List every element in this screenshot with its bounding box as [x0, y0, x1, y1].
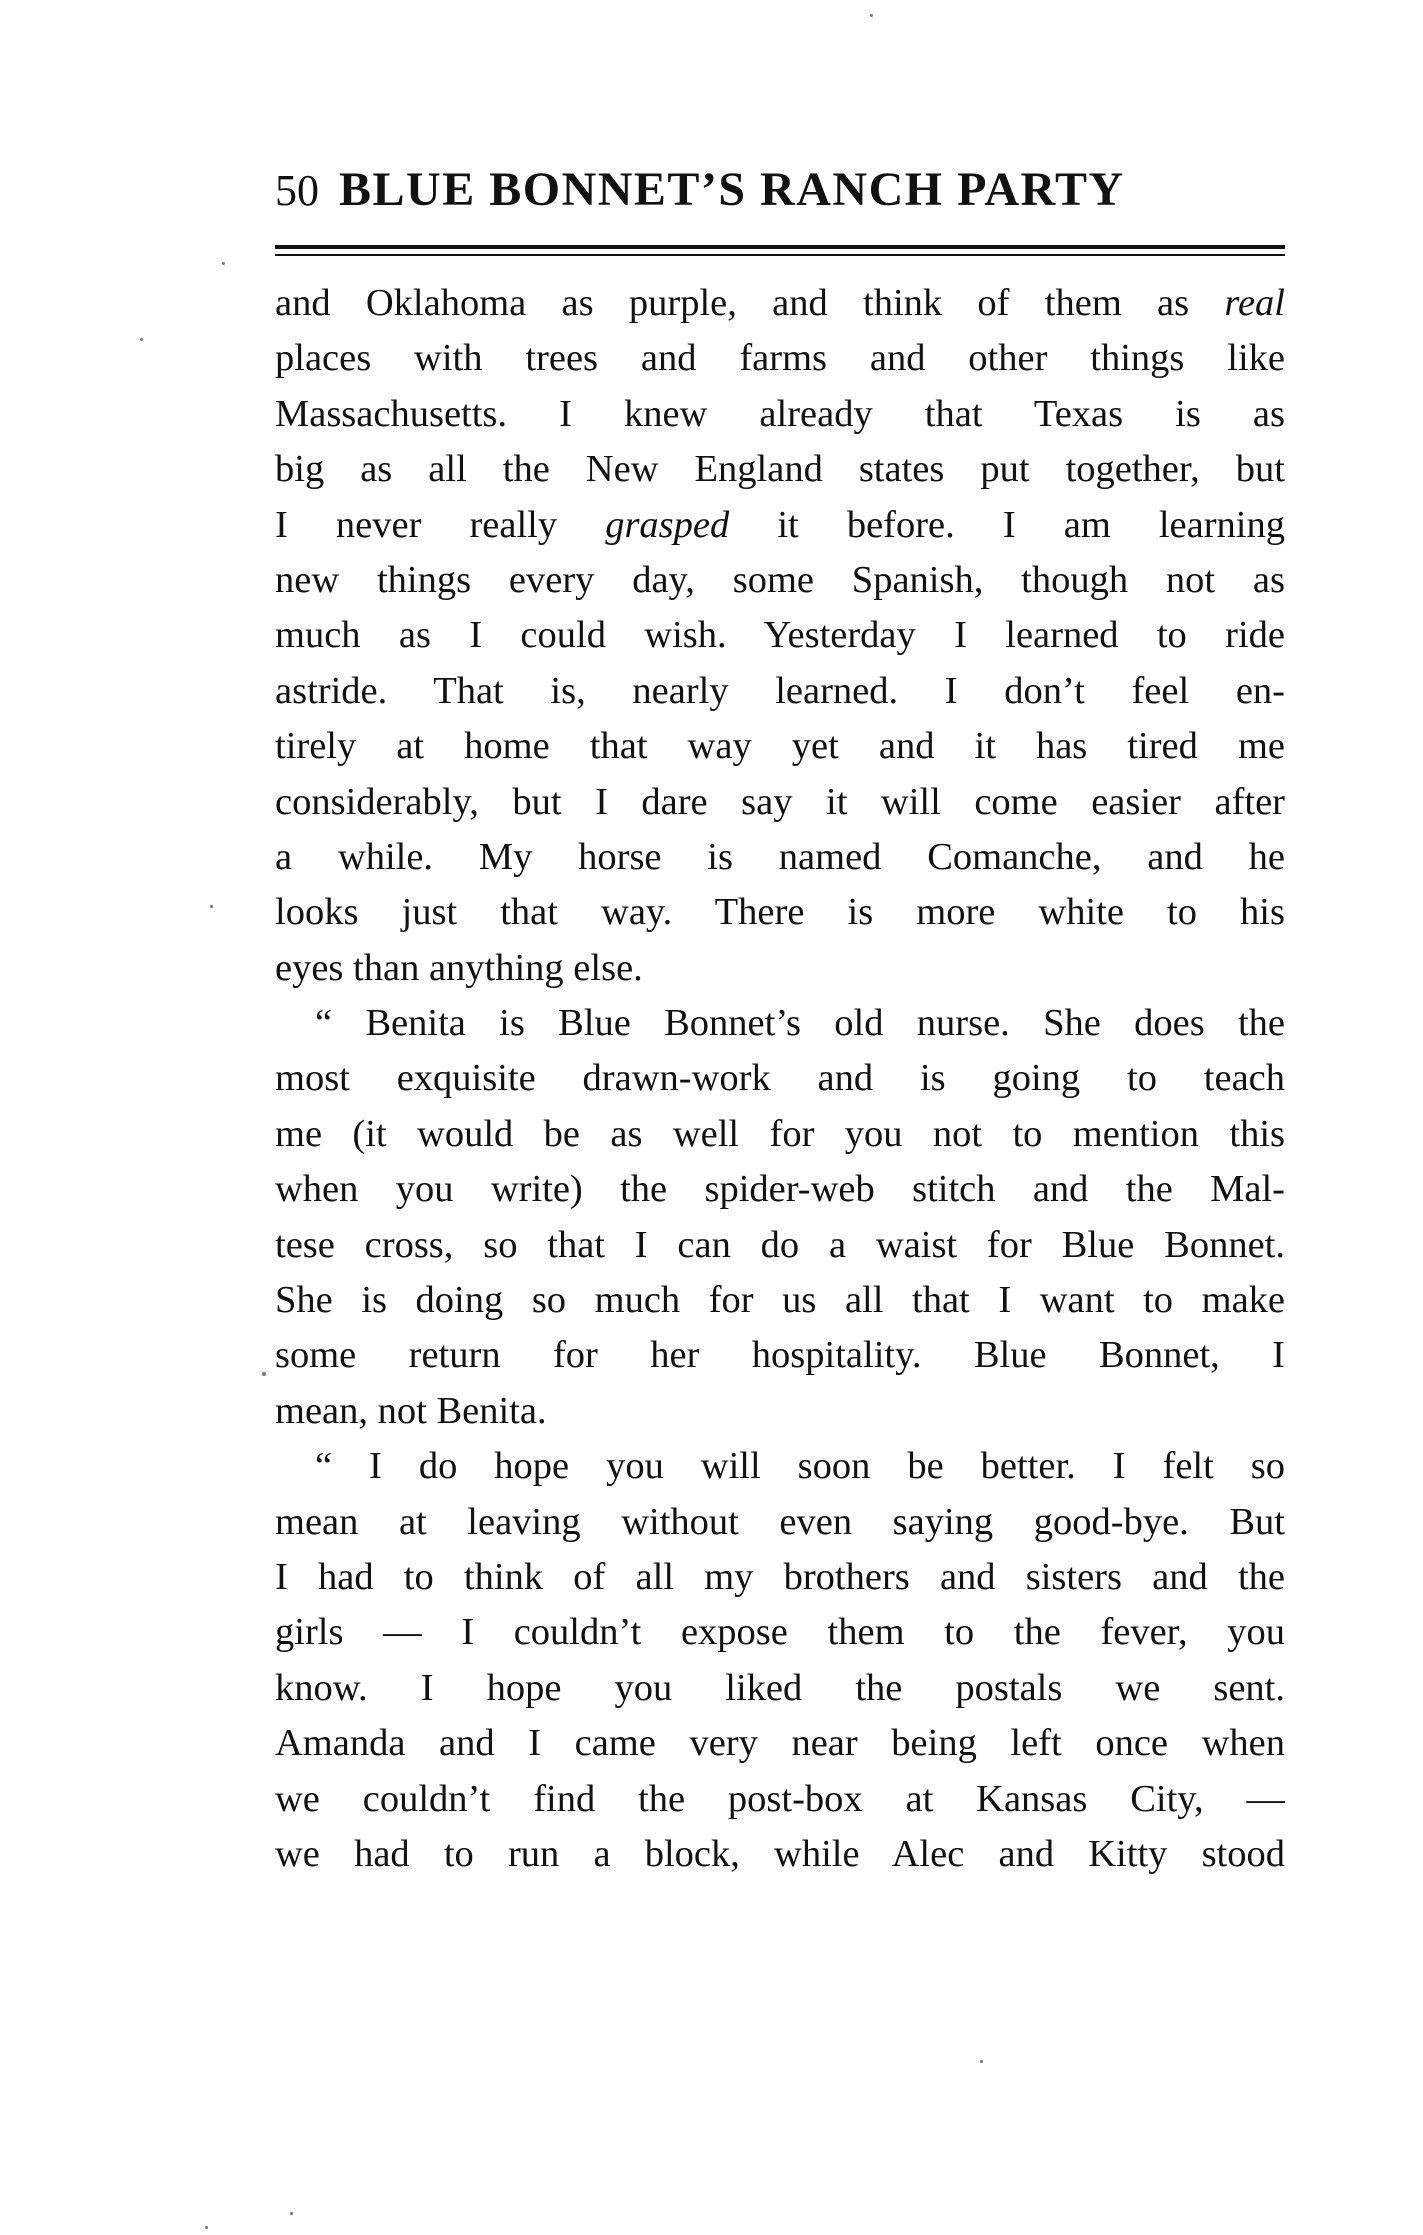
page-number: 50 [275, 166, 319, 215]
text-line: considerably, but I dare say it will come easier after [275, 780, 1285, 823]
text-line: some return for her hospitality. Blue Bonnet, I [275, 1334, 1285, 1377]
text-line: we couldn’t find the post-box at Kansas City, — [275, 1777, 1285, 1820]
paper-speck [290, 2212, 293, 2215]
paper-speck [262, 1372, 266, 1376]
text-line: know. I hope you liked the postals we sent. [275, 1666, 1285, 1709]
text-line: I had to think of all my brothers and sisters and the [275, 1555, 1285, 1598]
text-line: eyes than anything else. [275, 946, 643, 989]
text-line: mean at leaving without even saying good-bye. But [275, 1500, 1285, 1543]
text-line: She is doing so much for us all that I want to make [275, 1279, 1285, 1322]
text-line: “ Benita is Blue Bonnet’s old nurse. She does the [315, 1002, 1285, 1045]
paper-speck [140, 338, 143, 341]
running-header [275, 162, 1285, 222]
text-line: and Oklahoma as purple, and think of them as real [275, 282, 1285, 324]
paper-speck [870, 14, 873, 17]
text-line: when you write) the spider-web stitch and the Mal- [275, 1168, 1285, 1211]
text-line: big as all the New England states put together, but [275, 448, 1285, 491]
header-rule-thick [275, 245, 1285, 249]
text-line: Amanda and I came very near being left once when [275, 1722, 1285, 1765]
text-line: most exquisite drawn-work and is going to teach [275, 1057, 1285, 1100]
paper-speck [210, 905, 213, 908]
text-line: I never really grasped it before. I am learning [275, 503, 1285, 546]
text-line: much as I could wish. Yesterday I learned to ride [275, 614, 1285, 657]
text-line: girls — I couldn’t expose them to the fever, you [275, 1611, 1285, 1654]
running-title: BLUE BONNET’S RANCH PARTY [339, 163, 1125, 216]
text-line: places with trees and farms and other things like [275, 337, 1285, 380]
text-line: Massachusetts. I knew already that Texas is as [275, 392, 1285, 435]
text-line: “ I do hope you will soon be better. I felt so [315, 1445, 1285, 1488]
text-line: mean, not Benita. [275, 1389, 547, 1432]
text-line: me (it would be as well for you not to mention this [275, 1112, 1285, 1155]
paper-speck [205, 2226, 208, 2229]
text-line: we had to run a block, while Alec and Kitty stood [275, 1832, 1285, 1875]
paper-speck [222, 262, 225, 265]
text-line: looks just that way. There is more white to his [275, 891, 1285, 934]
body-text [275, 276, 1285, 1882]
text-line: tirely at home that way yet and it has tired me [275, 725, 1285, 768]
text-line: astride. That is, nearly learned. I don’t feel en- [275, 669, 1285, 712]
text-line: tese cross, so that I can do a waist for Blue Bonnet. [275, 1223, 1285, 1266]
paper-speck [980, 2060, 983, 2063]
header-rule-thin [275, 254, 1285, 256]
text-line: a while. My horse is named Comanche, and he [275, 835, 1285, 878]
text-line: new things every day, some Spanish, though not as [275, 558, 1285, 601]
